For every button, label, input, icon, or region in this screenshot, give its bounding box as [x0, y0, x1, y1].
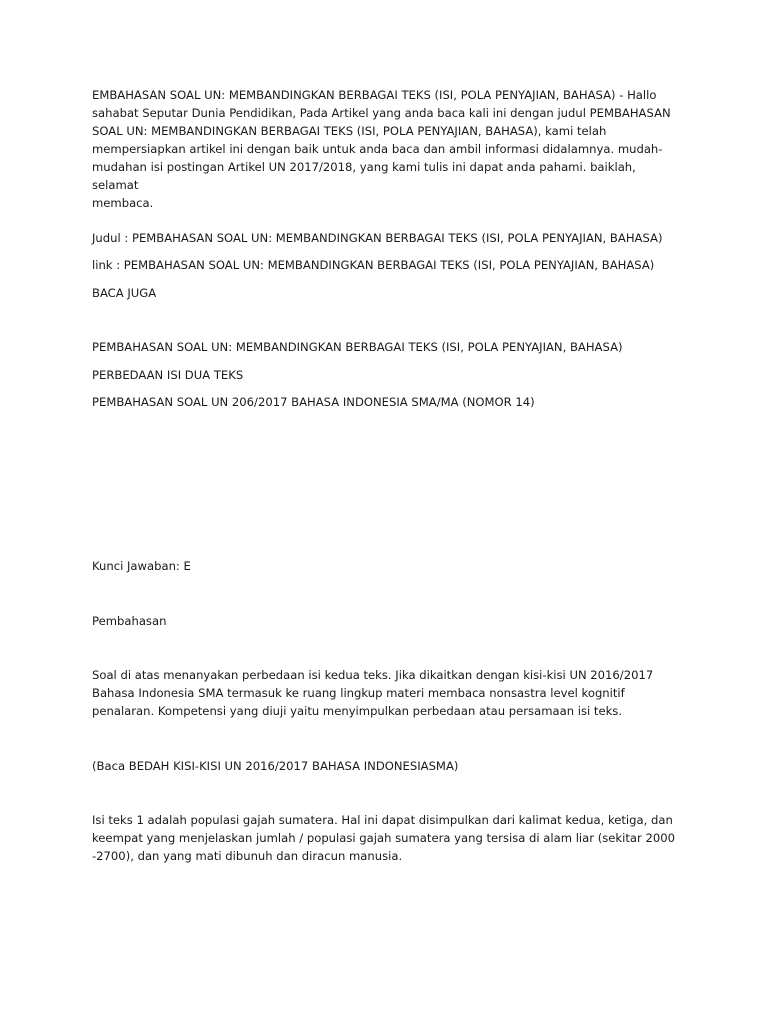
intro-line: SOAL UN: MEMBANDINGKAN BERBAGAI TEKS (ISI, POLA PENYAJIAN, BAHASA), kami telah [92, 124, 607, 138]
question-analysis-paragraph [92, 666, 682, 720]
answer-key: Kunci Jawaban: E [92, 559, 191, 573]
intro-line: mudahan isi postingan Artikel UN 2017/2018, yang kami tulis ini dapat anda pahami. baiklah, selamat [92, 160, 636, 192]
intro-line: sahabat Seputar Dunia Pendidikan, Pada Artikel yang anda baca kali ini dengan judul PEMBAHASAN [92, 106, 671, 120]
intro-paragraph [92, 86, 682, 212]
paragraph-line: Soal di atas menanyakan perbedaan isi kedua teks. Jika dikaitkan dengan kisi-kisi UN 2016/2017 [92, 668, 654, 682]
title-line: Judul : PEMBAHASAN SOAL UN: MEMBANDINGKAN BERBAGAI TEKS (ISI, POLA PENYAJIAN, BAHASA) [92, 231, 663, 245]
read-also-heading: BACA JUGA [92, 286, 157, 300]
related-article: PEMBAHASAN SOAL UN 206/2017 BAHASA INDONESIA SMA/MA (NOMOR 14) [92, 395, 535, 409]
intro-line: mempersiapkan artikel ini dengan baik untuk anda baca dan ambil informasi didalamnya. mudah- [92, 142, 663, 156]
link-line: link : PEMBAHASAN SOAL UN: MEMBANDINGKAN BERBAGAI TEKS (ISI, POLA PENYAJIAN, BAHASA) [92, 258, 655, 272]
read-reference: (Baca BEDAH KISI-KISI UN 2016/2017 BAHASA INDONESIASMA) [92, 759, 459, 773]
related-article: PEMBAHASAN SOAL UN: MEMBANDINGKAN BERBAGAI TEKS (ISI, POLA PENYAJIAN, BAHASA) [92, 340, 623, 354]
paragraph-line: penalaran. Kompetensi yang diuji yaitu menyimpulkan perbedaan atau persamaan isi teks. [92, 704, 623, 718]
discussion-heading: Pembahasan [92, 614, 167, 628]
paragraph-line: keempat yang menjelaskan jumlah / populasi gajah sumatera yang tersisa di alam liar (sekitar 2000 [92, 831, 675, 845]
paragraph-line: Isi teks 1 adalah populasi gajah sumatera. Hal ini dapat disimpulkan dari kalimat kedua, ketiga, dan [92, 813, 673, 827]
intro-line: EMBAHASAN SOAL UN: MEMBANDINGKAN BERBAGAI TEKS (ISI, POLA PENYAJIAN, BAHASA) - Hallo [92, 88, 657, 102]
paragraph-line: -2700), dan yang mati dibunuh dan diracun manusia. [92, 849, 403, 863]
related-article: PERBEDAAN ISI DUA TEKS [92, 368, 244, 382]
intro-line: membaca. [92, 196, 154, 210]
paragraph-line: Bahasa Indonesia SMA termasuk ke ruang lingkup materi membaca nonsastra level kognitif [92, 686, 625, 700]
content-analysis-paragraph [92, 811, 682, 865]
